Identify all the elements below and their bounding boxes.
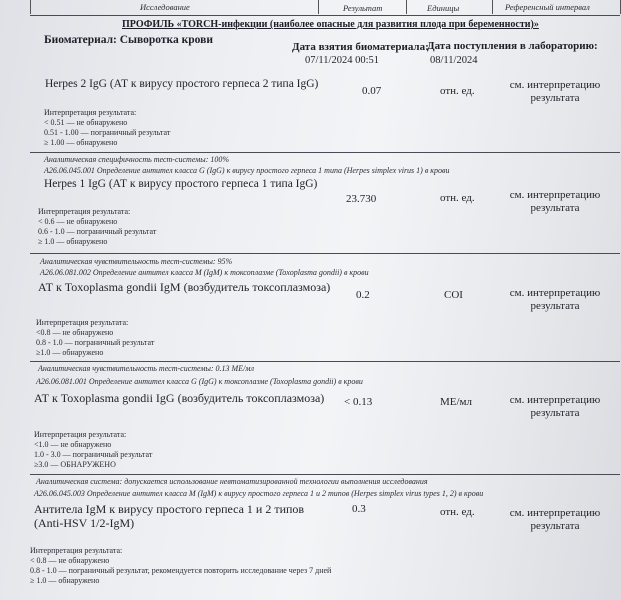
test-name: Антитела IgM к вирусу простого герпеса 1 и 2 типов xyxy=(34,502,305,516)
test-result: 0.07 xyxy=(362,85,382,97)
test-units: COI xyxy=(444,289,463,301)
interp-line: < 0.8 — не обнаружено xyxy=(30,556,110,565)
test-code: A26.06.081.001 Определение антител класса G (IgG) к токсоплазме (Toxoplasma gondii) в крови xyxy=(36,377,363,386)
interp-line: ≥3.0 — ОБНАРУЖЕНО xyxy=(34,460,116,469)
biomaterial: Биоматериал: Сыворотка крови xyxy=(44,34,213,46)
interp-title: Интерпретация результата: xyxy=(38,207,131,216)
analytic-note: Аналитическая система: допускается использование невтоматизированной технологии выполнения исследования xyxy=(36,477,428,486)
received-date: 08/11/2024 xyxy=(430,55,478,66)
interp-line: ≥ 1.0 — обнаружено xyxy=(30,576,100,585)
interp-line: < 0.51 — не обнаружено xyxy=(44,118,128,127)
interp-line: 1.0 - 3.0 — пограничный результат xyxy=(34,450,153,459)
interp-line: ≥ 1.0 — обнаружено xyxy=(38,237,108,246)
test-code: A26.06.045.003 Определение антител класса M (IgM) к вирусу простого герпеса 1 и 2 типов (Herpes simplex virus types 1, 2) в крови xyxy=(34,489,484,498)
test-result: < 0.13 xyxy=(344,396,373,408)
test-units: отн. ед. xyxy=(440,506,475,518)
header-reference: Референсный интервал xyxy=(505,2,590,12)
interp-line: ≥1.0 — обнаружено xyxy=(36,348,104,357)
test-code: A26.06.045.001 Определение антител класса G (IgG) к вирусу простого герпеса 1 типа (Herpes simplex virus 1) в крови xyxy=(44,166,450,175)
interp-line: ≥ 1.00 — обнаружено xyxy=(44,138,118,147)
interp-title: Интерпретация результата: xyxy=(34,430,127,439)
test-name: Herpes 1 IgG (АТ к вирусу простого герпеса 1 типа IgG) xyxy=(44,178,318,190)
header-divider xyxy=(30,15,620,16)
test-result: 0.3 xyxy=(352,503,366,515)
test-units: отн. ед. xyxy=(440,85,475,97)
test-code: A26.06.081.002 Определение антител класса M (IgM) к токсоплазме (Toxoplasma gondii) в крови xyxy=(40,268,369,277)
test-reference: см. интерпретацию результата xyxy=(509,287,601,312)
interp-line: 0.51 - 1.00 — пограничный результат xyxy=(44,128,171,137)
received-date-label: Дата поступления в лабораторию: xyxy=(427,40,598,52)
section-divider xyxy=(30,253,620,254)
interp-line: 0.8 - 1.0 — пограничный результат xyxy=(36,338,155,347)
interp-title: Интерпретация результата: xyxy=(44,108,137,117)
test-name-abbr: (Anti-HSV 1/2-IgM) xyxy=(34,516,135,530)
header-units: Единицы xyxy=(427,3,460,13)
analytic-note: Аналитическая чувствительность тест-системы: 0.13 МЕ/мл xyxy=(38,364,254,373)
interp-line: <0.8 — не обнаружено xyxy=(36,328,114,337)
test-units: отн. ед. xyxy=(440,192,475,204)
test-reference: см. интерпретацию результата xyxy=(509,394,601,419)
interp-line: <1.0 — не обнаружено xyxy=(34,440,112,449)
interp-title: Интерпретация результата: xyxy=(30,546,123,555)
test-result: 0.2 xyxy=(356,289,370,301)
section-divider xyxy=(30,361,620,362)
test-reference: см. интерпретацию результата xyxy=(509,507,601,532)
interp-line: < 0.6 — не обнаружено xyxy=(38,217,118,226)
interp-line: 0.6 - 1.0 — пограничный результат xyxy=(38,227,157,236)
header-study: Исследование xyxy=(140,2,190,12)
analytic-note: Аналитическая чувствительность тест-системы: 95% xyxy=(40,257,233,266)
test-reference: см. интерпретацию результата xyxy=(509,189,601,214)
sample-date: 07/11/2024 00:51 xyxy=(305,55,379,66)
interp-line: 0.8 - 1.0 — пограничный результат, рекомендуется повторить исследование через 7 дней xyxy=(30,566,332,575)
section-divider xyxy=(30,152,620,153)
test-name: АТ к Toxoplasma gondii IgG (возбудитель токсоплазмоза) xyxy=(34,391,325,405)
test-result: 23.730 xyxy=(346,193,377,205)
interp-title: Интерпретация результата: xyxy=(36,318,129,327)
profile-title: ПРОФИЛЬ «TORCH-инфекции (наиболее опасные для развития плода при беременности)» xyxy=(122,19,539,30)
sample-date-label: Дата взятия биоматериала: xyxy=(292,41,429,53)
test-units: МЕ/мл xyxy=(440,396,473,408)
header-result: Результат xyxy=(343,3,383,13)
test-reference: см. интерпретацию результата xyxy=(509,79,601,104)
analytic-note: Аналитическая специфичность тест-системы: 100% xyxy=(44,155,230,164)
test-name: АТ к Toxoplasma gondii IgM (возбудитель токсоплазмоза) xyxy=(38,280,331,294)
section-divider xyxy=(30,474,620,475)
test-name: Herpes 2 IgG (АТ к вирусу простого герпеса 2 типа IgG) xyxy=(45,78,319,90)
